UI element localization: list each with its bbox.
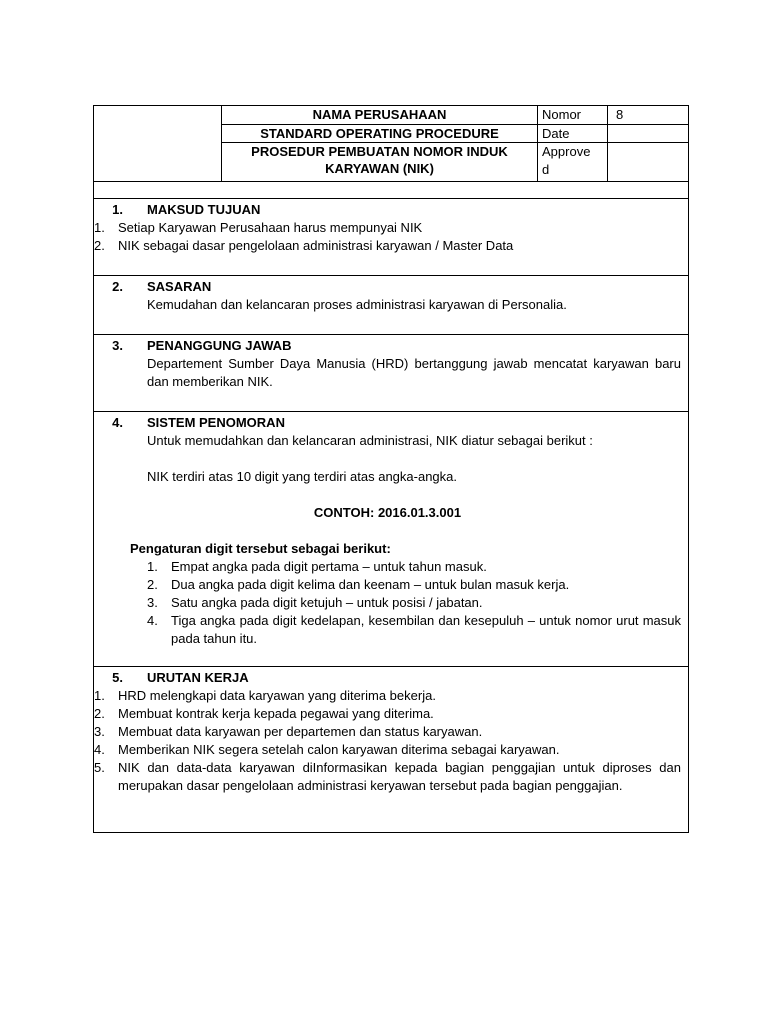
list-item: 3. Satu angka pada digit ketujuh – untuk posisi / jabatan. xyxy=(147,595,483,610)
section-number: 5. xyxy=(112,670,123,685)
subheading: Pengaturan digit tersebut sebagai berikut: xyxy=(130,541,391,556)
date-value xyxy=(608,125,688,143)
section-sistem-penomoran xyxy=(94,412,688,667)
list-item: 2. NIK sebagai dasar pengelolaan administrasi karyawan / Master Data xyxy=(94,238,514,253)
intro-text: Untuk memudahkan dan kelancaran administrasi, NIK diatur sebagai berikut : xyxy=(147,433,593,448)
logo-cell xyxy=(94,106,222,181)
header-grid xyxy=(222,106,688,181)
sop-title: STANDARD OPERATING PROCEDURE xyxy=(222,125,538,143)
list-item: 3. Membuat data karyawan per departemen dan status karyawan. xyxy=(94,724,483,739)
section-heading xyxy=(94,278,681,296)
list-item: 4. Memberikan NIK segera setelah calon karyawan diterima sebagai karyawan. xyxy=(94,742,560,757)
section-penanggung-jawab xyxy=(94,335,688,412)
list-item: 1. Setiap Karyawan Perusahaan harus mempunyai NIK xyxy=(94,220,423,235)
section-number: 1. xyxy=(112,202,123,217)
section-title: PENANGGUNG JAWAB xyxy=(147,338,292,353)
description-text: NIK terdiri atas 10 digit yang terdiri atas angka-angka. xyxy=(147,469,458,484)
list-item: 2. Membuat kontrak kerja kepada pegawai yang diterima. xyxy=(94,706,434,721)
approved-label: Approve d xyxy=(538,143,608,181)
nomor-value: 8 xyxy=(608,106,688,125)
nomor-label: Nomor xyxy=(538,106,608,125)
section-heading xyxy=(94,669,681,687)
section-number: 4. xyxy=(112,415,123,430)
section-title: URUTAN KERJA xyxy=(147,670,249,685)
list-item: 1. Empat angka pada digit pertama – untuk tahun masuk. xyxy=(147,559,487,574)
spacer-row xyxy=(94,182,688,199)
document-header xyxy=(94,106,688,182)
sop-document xyxy=(93,105,689,833)
section-list xyxy=(94,219,681,255)
date-label: Date xyxy=(538,125,608,143)
company-name: NAMA PERUSAHAAN xyxy=(222,106,538,125)
section-urutan-kerja xyxy=(94,667,688,832)
list-item: 1. HRD melengkapi data karyawan yang diterima bekerja. xyxy=(94,688,436,703)
section-heading xyxy=(94,201,681,219)
list-item: 5. NIK dan data-data karyawan diInformasikan kepada bagian penggajian untuk diproses dan merupakan dasar pengelolaan administrasi keryawan tersebut pada bagian penggajian. xyxy=(94,760,681,793)
section-text: Departement Sumber Daya Manusia (HRD) bertanggung jawab mencatat karyawan baru dan memberikan NIK. xyxy=(147,356,681,389)
section-title: SASARAN xyxy=(147,279,212,294)
approved-value xyxy=(608,143,688,181)
section-title: SISTEM PENOMORAN xyxy=(147,415,285,430)
section-number: 3. xyxy=(112,338,123,353)
section-title: MAKSUD TUJUAN xyxy=(147,202,261,217)
section-body xyxy=(130,432,681,648)
list-item: 4. Tiga angka pada digit kedelapan, kesembilan dan kesepuluh – untuk nomor urut masuk pada tahun itu. xyxy=(147,613,681,646)
section-heading xyxy=(94,337,681,355)
section-list xyxy=(94,687,681,795)
section-list xyxy=(147,558,681,648)
procedure-title: PROSEDUR PEMBUATAN NOMOR INDUK KARYAWAN (NIK) xyxy=(222,143,538,181)
section-text: Kemudahan dan kelancaran proses administrasi karyawan di Personalia. xyxy=(147,297,567,312)
list-item: 2. Dua angka pada digit kelima dan keenam – untuk bulan masuk kerja. xyxy=(147,577,570,592)
section-number: 2. xyxy=(112,279,123,294)
section-sasaran xyxy=(94,276,688,335)
example-text: CONTOH: 2016.01.3.001 xyxy=(313,505,462,520)
section-heading xyxy=(94,414,681,432)
section-maksud-tujuan xyxy=(94,199,688,276)
